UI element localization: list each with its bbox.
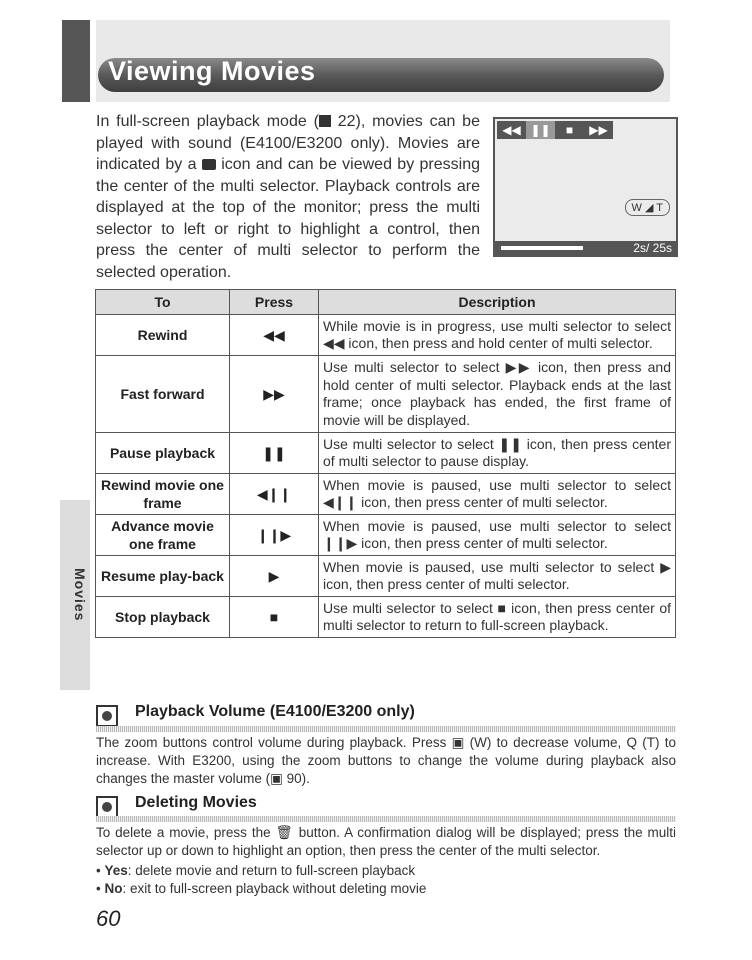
pause-control-icon: ❚❚	[526, 121, 555, 139]
table-row: Rewind ◀◀ While movie is in progress, use multi selector to select ◀◀ icon, then press and hold center of multi selector.	[96, 315, 676, 356]
playback-controls-bar	[497, 121, 613, 139]
table-row: Stop playback ■ Use multi selector to select ■ icon, then press center of multi selector to return to full-screen playback.	[96, 597, 676, 638]
header-to: To	[96, 290, 230, 315]
header-press: Press	[230, 290, 319, 315]
playback-controls-table	[95, 289, 676, 638]
monitor-illustration	[493, 117, 678, 257]
fast-forward-control-icon: ▶▶	[589, 123, 608, 137]
volume-section-title: Playback Volume (E4100/E3200 only)	[135, 703, 415, 720]
deleting-section-title: Deleting Movies	[135, 794, 257, 811]
table-row: Pause playback ❚❚ Use multi selector to select ❚❚ icon, then press center of multi selector to pause display.	[96, 433, 676, 474]
volume-paragraph: The zoom buttons control volume during playback. Press ▣ (W) to decrease volume, Q (T) to increase. With E3200, using the zoom buttons to change the volume during playback also changes the master volume (▣ 90).	[96, 735, 676, 786]
table-row: Rewind movie one frame ◀❙❙ When movie is paused, use multi selector to select ◀❙❙ icon, then press center of multi selector.	[96, 474, 676, 515]
volume-indicator: W ◢ T	[625, 199, 671, 216]
section-rule	[96, 816, 676, 822]
header-description: Description	[319, 290, 676, 315]
page-number: 60	[96, 906, 121, 931]
yes-bullet: • Yes: delete movie and return to full-screen playback	[96, 863, 416, 878]
rewind-control-icon: ◀◀	[502, 123, 521, 137]
stop-control-icon: ■	[565, 123, 574, 137]
note-icon	[96, 796, 118, 818]
progress-bar	[495, 241, 676, 255]
table-row: Resume play-back ▶ When movie is paused, use multi selector to select ▶ icon, then press center of multi selector.	[96, 556, 676, 597]
side-tab-label: Movies	[72, 568, 88, 622]
note-icon	[96, 705, 118, 727]
section-rule	[96, 726, 676, 732]
movie-icon	[202, 159, 216, 170]
table-row: Advance movie one frame ❙❙▶ When movie is paused, use multi selector to select ❙❙▶ icon, then press center of multi selector.	[96, 515, 676, 556]
progress-track	[501, 246, 583, 250]
table-row: Fast forward ▶▶ Use multi selector to select ▶▶ icon, then press and hold center of multi selector. Playback ends at the last frame; once playback has ended, the first frame of movie will be displayed.	[96, 356, 676, 433]
intro-paragraph: In full-screen playback mode ( 22), movies can be played with sound (E4100/E3200 only). Movies are indicated by a icon and can be viewed by pressing the center of the multi selector. Playback controls are displayed at the top of the monitor; press the multi selector to left or right to highlight a control, then press the center of multi selector to perform the selected operation.	[96, 113, 481, 281]
elapsed-time: 2s/ 25s	[633, 241, 672, 255]
page-ref-icon	[319, 115, 331, 127]
page-title: Viewing Movies	[108, 56, 316, 86]
no-bullet: • No: exit to full-screen playback without deleting movie	[96, 881, 427, 896]
chapter-edge-bar	[62, 20, 90, 102]
deleting-paragraph: To delete a movie, press the 🗑 button. A confirmation dialog will be displayed; press the multi selector up or down to highlight an option, then press the center of the multi selector.	[96, 825, 676, 858]
